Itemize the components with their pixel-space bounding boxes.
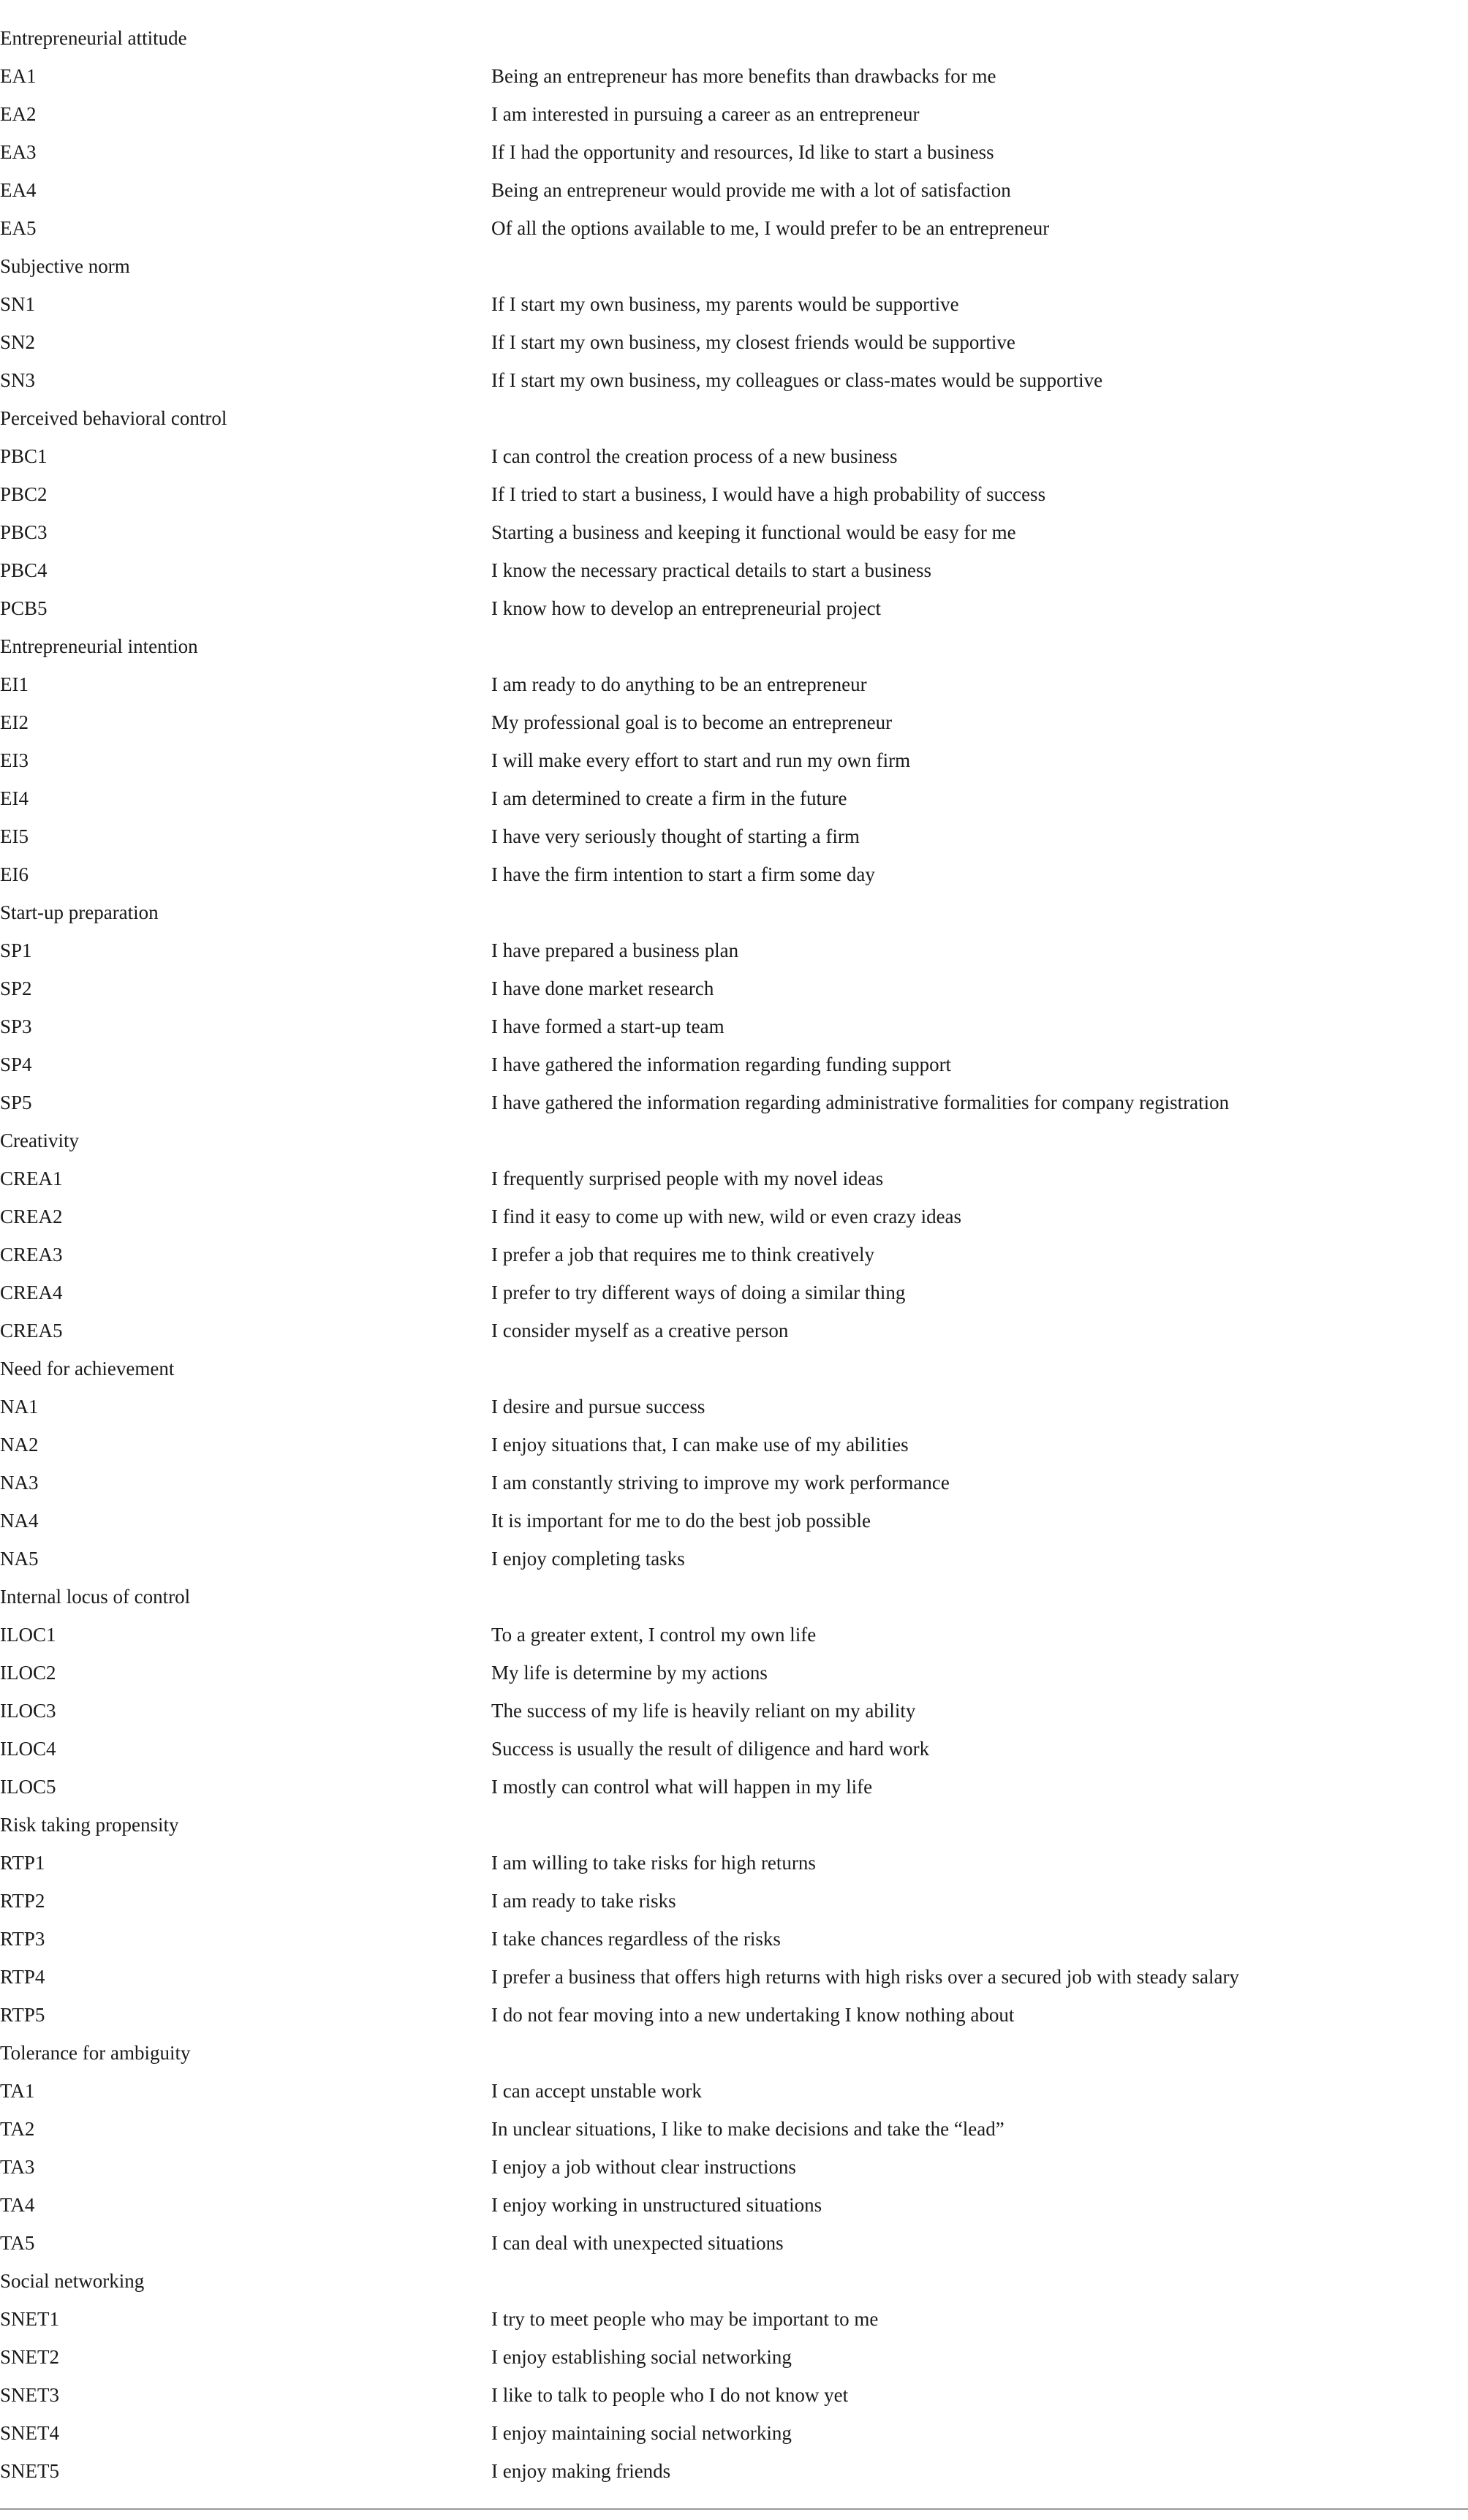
item-code: NA5 [0, 1547, 39, 1570]
item-code: SNET5 [0, 2459, 59, 2482]
construct-header [0, 627, 1468, 665]
table-row [0, 2110, 1468, 2148]
item-text: I will make every effort to start and run my own firm [491, 749, 911, 771]
item-text: I find it easy to come up with new, wild or even crazy ideas [491, 1205, 962, 1227]
table-row [0, 57, 1468, 95]
item-text: I desire and pursue success [491, 1395, 705, 1418]
table-row [0, 589, 1468, 627]
item-text: I can accept unstable work [491, 2079, 702, 2102]
table-row [0, 2072, 1468, 2110]
table-row [0, 1236, 1468, 1274]
table-row [0, 513, 1468, 551]
item-code: EI4 [0, 787, 29, 809]
table-row [0, 361, 1468, 399]
item-text: I mostly can control what will happen in my life [491, 1775, 873, 1798]
table-row [0, 1996, 1468, 2034]
item-text: I have gathered the information regarding funding support [491, 1053, 952, 1075]
item-code: CREA3 [0, 1243, 63, 1265]
item-text: I have done market research [491, 977, 714, 999]
table-row [0, 931, 1468, 969]
construct-title: Risk taking propensity [0, 1813, 179, 1836]
item-text: I consider myself as a creative person [491, 1319, 789, 1342]
item-code: ILOC5 [0, 1775, 56, 1798]
table-row [0, 285, 1468, 323]
item-text: If I start my own business, my parents would be supportive [491, 292, 959, 315]
table-row [0, 855, 1468, 893]
table-row [0, 1502, 1468, 1540]
table-row [0, 1197, 1468, 1236]
construct-header [0, 1578, 1468, 1616]
item-code: RTP4 [0, 1965, 45, 1988]
item-code: CREA5 [0, 1319, 63, 1342]
item-text: My professional goal is to become an entrepreneur [491, 711, 893, 733]
table-row [0, 1654, 1468, 1692]
item-text: I have formed a start-up team [491, 1015, 724, 1037]
item-text: The success of my life is heavily reliant on my ability [491, 1699, 916, 1722]
table-row [0, 703, 1468, 741]
table-row [0, 1692, 1468, 1730]
table-row [0, 1768, 1468, 1806]
table-row [0, 2452, 1468, 2490]
item-code: EI5 [0, 825, 29, 847]
item-code: SP1 [0, 939, 32, 961]
item-code: NA2 [0, 1433, 39, 1456]
item-code: ILOC3 [0, 1699, 56, 1722]
construct-title: Need for achievement [0, 1357, 175, 1380]
table-row [0, 551, 1468, 589]
construct-header [0, 893, 1468, 931]
item-text: I have very seriously thought of starting a firm [491, 825, 860, 847]
item-code: ILOC2 [0, 1661, 56, 1684]
item-code: EA2 [0, 102, 37, 125]
item-text: I am ready to take risks [491, 1889, 676, 1912]
item-text: To a greater extent, I control my own life [491, 1623, 817, 1646]
item-code: PCB5 [0, 597, 48, 619]
item-code: PBC2 [0, 483, 48, 505]
table-row [0, 2300, 1468, 2338]
item-text: If I tried to start a business, I would have a high probability of success [491, 483, 1046, 505]
item-text: If I had the opportunity and resources, Id like to start a business [491, 140, 994, 163]
item-code: EA4 [0, 178, 37, 201]
item-text: I can deal with unexpected situations [491, 2231, 784, 2254]
table-row [0, 1958, 1468, 1996]
construct-header [0, 1121, 1468, 1159]
table-row [0, 1844, 1468, 1882]
item-text: I am interested in pursuing a career as an entrepreneur [491, 102, 920, 125]
table-row [0, 323, 1468, 361]
item-code: EA3 [0, 140, 37, 163]
table-row [0, 2414, 1468, 2452]
table-row [0, 95, 1468, 133]
item-code: SP3 [0, 1015, 32, 1037]
table-row [0, 969, 1468, 1007]
construct-header [0, 1806, 1468, 1844]
table-row [0, 1540, 1468, 1578]
construct-title: Entrepreneurial attitude [0, 26, 187, 49]
item-code: SNET3 [0, 2383, 59, 2406]
table-row [0, 1045, 1468, 1083]
item-text: I have prepared a business plan [491, 939, 739, 961]
item-code: SNET4 [0, 2421, 59, 2444]
item-text: I can control the creation process of a new business [491, 444, 898, 467]
item-code: RTP3 [0, 1927, 45, 1950]
item-code: SN3 [0, 368, 36, 391]
item-code: EI3 [0, 749, 29, 771]
item-code: TA3 [0, 2155, 35, 2178]
table-row [0, 209, 1468, 247]
item-text: I know how to develop an entrepreneurial project [491, 597, 882, 619]
table-bottom-rule [0, 2508, 1468, 2510]
item-code: CREA4 [0, 1281, 63, 1303]
construct-title: Start-up preparation [0, 901, 159, 923]
item-text: I enjoy situations that, I can make use of my abilities [491, 1433, 909, 1456]
table-row [0, 1388, 1468, 1426]
item-text: I prefer a job that requires me to think creatively [491, 1243, 875, 1265]
item-text: I frequently surprised people with my novel ideas [491, 1167, 884, 1189]
item-code: SN1 [0, 292, 36, 315]
item-text: I enjoy a job without clear instructions [491, 2155, 796, 2178]
item-text: I am ready to do anything to be an entrepreneur [491, 673, 867, 695]
item-code: NA1 [0, 1395, 39, 1418]
item-text: I prefer a business that offers high returns with high risks over a secured job with steady salary [491, 1965, 1239, 1988]
item-text: I enjoy working in unstructured situations [491, 2193, 822, 2216]
construct-header [0, 2034, 1468, 2072]
item-code: TA5 [0, 2231, 35, 2254]
table-row [0, 1616, 1468, 1654]
item-text: I enjoy establishing social networking [491, 2345, 792, 2368]
item-code: CREA2 [0, 1205, 63, 1227]
item-text: If I start my own business, my closest friends would be supportive [491, 330, 1015, 353]
table-row [0, 2338, 1468, 2376]
construct-header [0, 1350, 1468, 1388]
table-row [0, 779, 1468, 817]
construct-title: Social networking [0, 2269, 145, 2292]
item-code: EA1 [0, 64, 37, 87]
table-row [0, 171, 1468, 209]
item-code: EI6 [0, 863, 29, 885]
item-text: If I start my own business, my colleagues or class-mates would be supportive [491, 368, 1103, 391]
construct-header [0, 399, 1468, 437]
item-code: SNET1 [0, 2307, 59, 2330]
item-text: Success is usually the result of diligence and hard work [491, 1737, 930, 1760]
item-text: I enjoy maintaining social networking [491, 2421, 792, 2444]
table-row [0, 1920, 1468, 1958]
item-text: Being an entrepreneur would provide me with a lot of satisfaction [491, 178, 1011, 201]
item-code: EA5 [0, 216, 37, 239]
table-row [0, 133, 1468, 171]
item-text: I try to meet people who may be important to me [491, 2307, 879, 2330]
item-code: PBC3 [0, 521, 48, 543]
item-text: I take chances regardless of the risks [491, 1927, 781, 1950]
item-code: SP2 [0, 977, 32, 999]
construct-header [0, 19, 1468, 57]
item-code: TA1 [0, 2079, 35, 2102]
item-text: I like to talk to people who I do not know yet [491, 2383, 849, 2406]
item-code: RTP1 [0, 1851, 45, 1874]
item-text: Of all the options available to me, I would prefer to be an entrepreneur [491, 216, 1050, 239]
table-row [0, 2148, 1468, 2186]
construct-title: Creativity [0, 1129, 79, 1151]
item-code: EI2 [0, 711, 29, 733]
item-code: SN2 [0, 330, 36, 353]
item-text: I prefer to try different ways of doing a similar thing [491, 1281, 906, 1303]
item-text: Starting a business and keeping it functional would be easy for me [491, 521, 1016, 543]
table-row [0, 1274, 1468, 1312]
item-code: TA4 [0, 2193, 35, 2216]
item-text: It is important for me to do the best job possible [491, 1509, 871, 1532]
table-row [0, 665, 1468, 703]
item-text: I am constantly striving to improve my work performance [491, 1471, 950, 1494]
construct-title: Subjective norm [0, 254, 130, 277]
item-code: PBC1 [0, 444, 48, 467]
item-code: ILOC4 [0, 1737, 56, 1760]
table-row [0, 1426, 1468, 1464]
table-row [0, 741, 1468, 779]
item-code: SNET2 [0, 2345, 59, 2368]
construct-title: Tolerance for ambiguity [0, 2041, 191, 2064]
table-row [0, 2224, 1468, 2262]
construct-title: Internal locus of control [0, 1585, 191, 1608]
item-code: PBC4 [0, 559, 48, 581]
table-row [0, 1007, 1468, 1045]
item-code: TA2 [0, 2117, 35, 2140]
item-code: RTP2 [0, 1889, 45, 1912]
construct-header [0, 2262, 1468, 2300]
item-code: RTP5 [0, 2003, 45, 2026]
construct-header [0, 247, 1468, 285]
item-code: ILOC1 [0, 1623, 56, 1646]
construct-title: Entrepreneurial intention [0, 635, 198, 657]
table-row [0, 817, 1468, 855]
table-row [0, 1730, 1468, 1768]
item-code: EI1 [0, 673, 29, 695]
construct-title: Perceived behavioral control [0, 406, 227, 429]
table-row [0, 1312, 1468, 1350]
item-text: I am determined to create a firm in the future [491, 787, 847, 809]
item-text: I am willing to take risks for high returns [491, 1851, 816, 1874]
table-row [0, 1464, 1468, 1502]
table-row [0, 475, 1468, 513]
item-text: Being an entrepreneur has more benefits than drawbacks for me [491, 64, 996, 87]
table-row [0, 437, 1468, 475]
item-code: SP4 [0, 1053, 32, 1075]
item-code: CREA1 [0, 1167, 63, 1189]
item-text: In unclear situations, I like to make decisions and take the “lead” [491, 2117, 1004, 2140]
table-row [0, 1882, 1468, 1920]
item-text: My life is determine by my actions [491, 1661, 768, 1684]
item-code: SP5 [0, 1091, 32, 1113]
table-row [0, 2186, 1468, 2224]
item-text: I enjoy making friends [491, 2459, 671, 2482]
item-text: I have the firm intention to start a firm some day [491, 863, 875, 885]
table-row [0, 1083, 1468, 1121]
item-code: NA3 [0, 1471, 39, 1494]
item-text: I enjoy completing tasks [491, 1547, 685, 1570]
item-text: I have gathered the information regarding administrative formalities for company registration [491, 1091, 1230, 1113]
item-text: I know the necessary practical details to start a business [491, 559, 932, 581]
item-code: NA4 [0, 1509, 39, 1532]
item-text: I do not fear moving into a new undertaking I know nothing about [491, 2003, 1015, 2026]
table-row [0, 1159, 1468, 1197]
table-row [0, 2376, 1468, 2414]
